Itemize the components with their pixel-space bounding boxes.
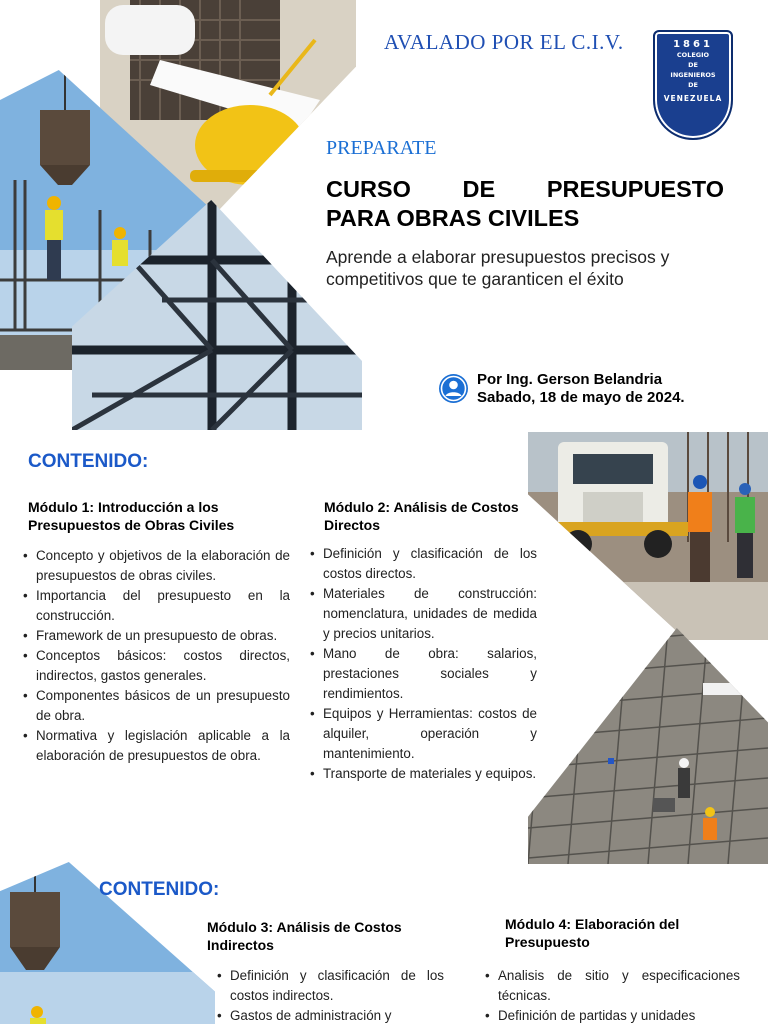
- module-3-title: Módulo 3: Análisis de Costos Indirectos: [207, 919, 402, 953]
- module-2-title: Módulo 2: Análisis de Costos Directos: [324, 499, 519, 533]
- module-3-list: [220, 966, 444, 1026]
- list-item: • Componentes básicos de un presupuesto de obra.: [26, 686, 290, 726]
- section-2-title: CONTENIDO:: [99, 879, 220, 900]
- seal-bottom: VENEZUELA: [663, 94, 723, 103]
- list-item: • Definición de partidas y unidades: [488, 1006, 740, 1026]
- seal-line-1: COLEGIO: [676, 51, 710, 59]
- list-item: • Importancia del presupuesto en la construcción.: [26, 586, 290, 626]
- course-subtitle: Aprende a elaborar presupuestos precisos y competitivos que te garanticen el éxito: [326, 247, 670, 289]
- list-item: • Normativa y legislación aplicable a la elaboración de presupuestos de obra.: [26, 726, 290, 766]
- course-title-line-1: CURSO DE PRESUPUESTO: [326, 176, 724, 202]
- list-item: • Concepto y objetivos de la elaboración de presupuestos de obras civiles.: [26, 546, 290, 586]
- seal-line-2: DE: [688, 61, 698, 69]
- author-name: Por Ing. Gerson Belandria: [477, 371, 663, 388]
- seal-line-3: INGENIEROS: [670, 71, 716, 79]
- list-item: • Mano de obra: salarios, prestaciones sociales y rendimientos.: [313, 644, 537, 704]
- kicker-text: PREPARATE: [326, 137, 437, 159]
- author-info: [477, 371, 685, 407]
- photo-rebar-slab: [528, 628, 768, 864]
- section-1-title: CONTENIDO:: [28, 451, 149, 472]
- list-item: • Conceptos básicos: costos directos, indirectos, gastos generales.: [26, 646, 290, 686]
- course-title: [326, 175, 724, 233]
- photo-concrete-truck: [528, 432, 768, 640]
- list-item: • Definición y clasificación de los costos indirectos.: [220, 966, 444, 1006]
- seal-line-4: DE: [688, 81, 698, 89]
- list-item: • Materiales de construcción: nomenclatura, unidades de medida y precios unitarios.: [313, 584, 537, 644]
- module-2-list: [313, 544, 537, 784]
- seal-year: 1861: [673, 39, 713, 50]
- list-item: • Transporte de materiales y equipos.: [313, 764, 537, 784]
- course-date: Sabado, 18 de mayo de 2024.: [477, 389, 685, 406]
- user-icon: [439, 374, 468, 403]
- civ-seal-logo: [653, 30, 733, 140]
- list-item: • Definición y clasificación de los costos directos.: [313, 544, 537, 584]
- module-1-title: Módulo 1: Introducción a los Presupuestos de Obras Civiles: [28, 499, 235, 533]
- module-4-list: [488, 966, 740, 1026]
- endorsement-text: AVALADO POR EL C.I.V.: [384, 30, 624, 54]
- list-item: • Gastos de administración y: [220, 1006, 444, 1026]
- list-item: • Framework de un presupuesto de obras.: [26, 626, 290, 646]
- course-title-line-2: PARA OBRAS CIVILES: [326, 205, 580, 231]
- list-item: • Analisis de sitio y especificaciones técnicas.: [488, 966, 740, 1006]
- module-1-list: [26, 546, 290, 766]
- list-item: • Equipos y Herramientas: costos de alquiler, operación y mantenimiento.: [313, 704, 537, 764]
- module-4-title: Módulo 4: Elaboración del Presupuesto: [505, 916, 680, 950]
